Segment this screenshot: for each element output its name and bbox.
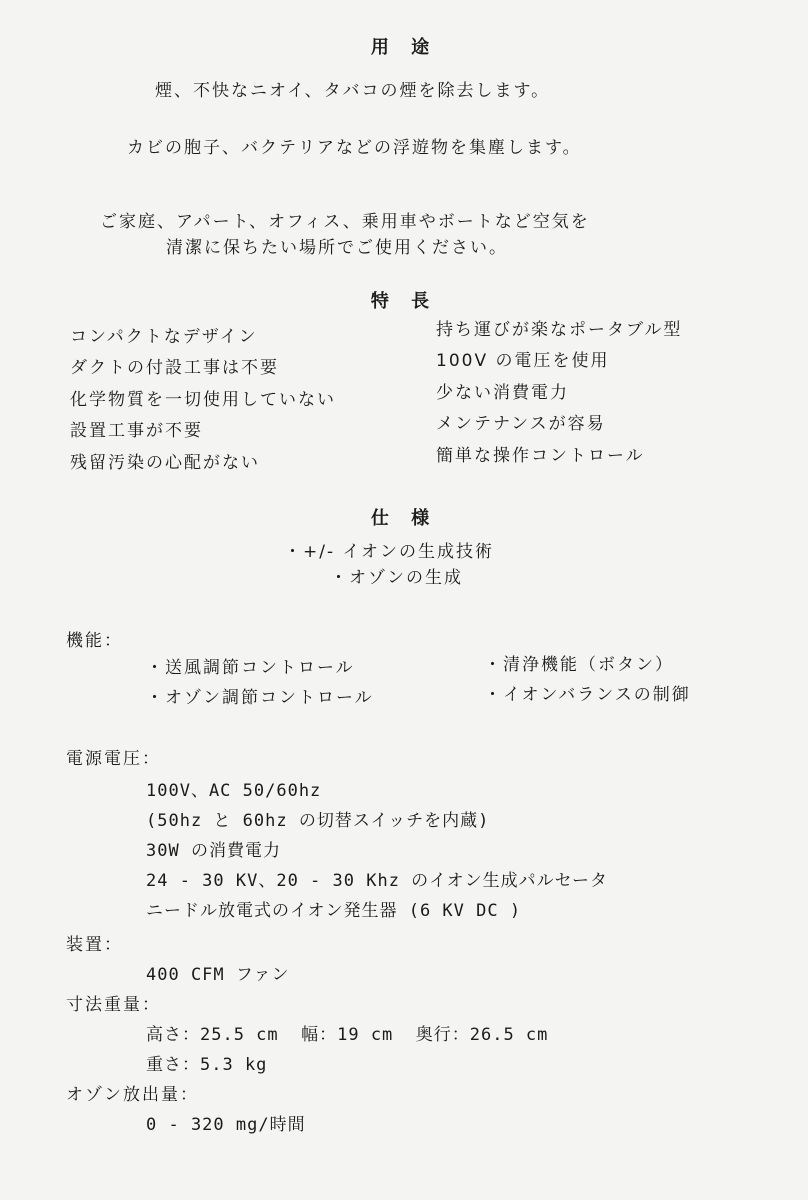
power-line-1: 100V、AC 50/60hz xyxy=(146,781,322,801)
ozone-line: 0 - 320 mg/時間 xyxy=(146,1115,306,1135)
usage-line-2: カビの胞子、バクテリアなどの浮遊物を集塵します。 xyxy=(127,138,582,158)
feature-right-3: 少ない消費電力 xyxy=(436,383,569,403)
function-label: 機能： xyxy=(66,631,123,651)
power-line-3: 30W の消費電力 xyxy=(146,841,281,861)
feature-left-2: ダクトの付設工事は不要 xyxy=(70,358,279,378)
feature-right-4: メンテナンスが容易 xyxy=(436,414,606,434)
function-item-3: ・オゾン調節コントロール xyxy=(146,688,374,708)
dims-line: 高さ：25.5 cm 幅：19 cm 奥行：26.5 cm xyxy=(146,1025,549,1045)
function-item-1: ・送風調節コントロール xyxy=(146,658,355,678)
feature-right-5: 簡単な操作コントロール xyxy=(436,446,645,466)
spec-tech-2: ・オゾンの生成 xyxy=(330,568,463,588)
usage-heading: 用 途 xyxy=(370,37,438,58)
feature-left-4: 設置工事が不要 xyxy=(70,421,203,441)
usage-line-1: 煙、不快なニオイ、タバコの煙を除去します。 xyxy=(155,81,551,101)
power-line-5: ニードル放電式のイオン発生器 (6 KV DC ) xyxy=(146,901,522,921)
feature-left-5: 残留汚染の心配がない xyxy=(70,453,260,473)
power-line-4: 24 - 30 KV、20 - 30 Khz のイオン生成パルセータ xyxy=(146,871,608,891)
device-label: 装置： xyxy=(66,935,123,955)
device-line: 400 CFM ファン xyxy=(146,965,290,985)
power-line-2: (50hz と 60hz の切替スイッチを内蔵) xyxy=(146,811,490,831)
function-item-2: ・清浄機能（ボタン） xyxy=(484,655,674,675)
dims-label: 寸法重量： xyxy=(66,995,161,1015)
spec-tech-1: ・+/- イオンの生成技術 xyxy=(284,542,494,562)
specs-heading: 仕 様 xyxy=(370,508,438,529)
usage-line-4: 清潔に保ちたい場所でご使用ください。 xyxy=(166,238,508,258)
function-item-4: ・イオンバランスの制御 xyxy=(484,685,691,705)
feature-left-1: コンパクトなデザイン xyxy=(70,327,258,347)
usage-line-3: ご家庭、アパート、オフィス、乗用車やボートなど空気を xyxy=(100,212,590,232)
ozone-label: オゾン放出量： xyxy=(66,1085,199,1105)
weight-line: 重さ：5.3 kg xyxy=(146,1055,268,1075)
feature-right-2: 100V の電圧を使用 xyxy=(436,351,610,371)
features-heading: 特 長 xyxy=(370,291,438,312)
power-label: 電源電圧： xyxy=(66,749,161,769)
feature-right-1: 持ち運びが楽なポータブル型 xyxy=(436,320,683,340)
feature-left-3: 化学物質を一切使用していない xyxy=(70,390,336,410)
